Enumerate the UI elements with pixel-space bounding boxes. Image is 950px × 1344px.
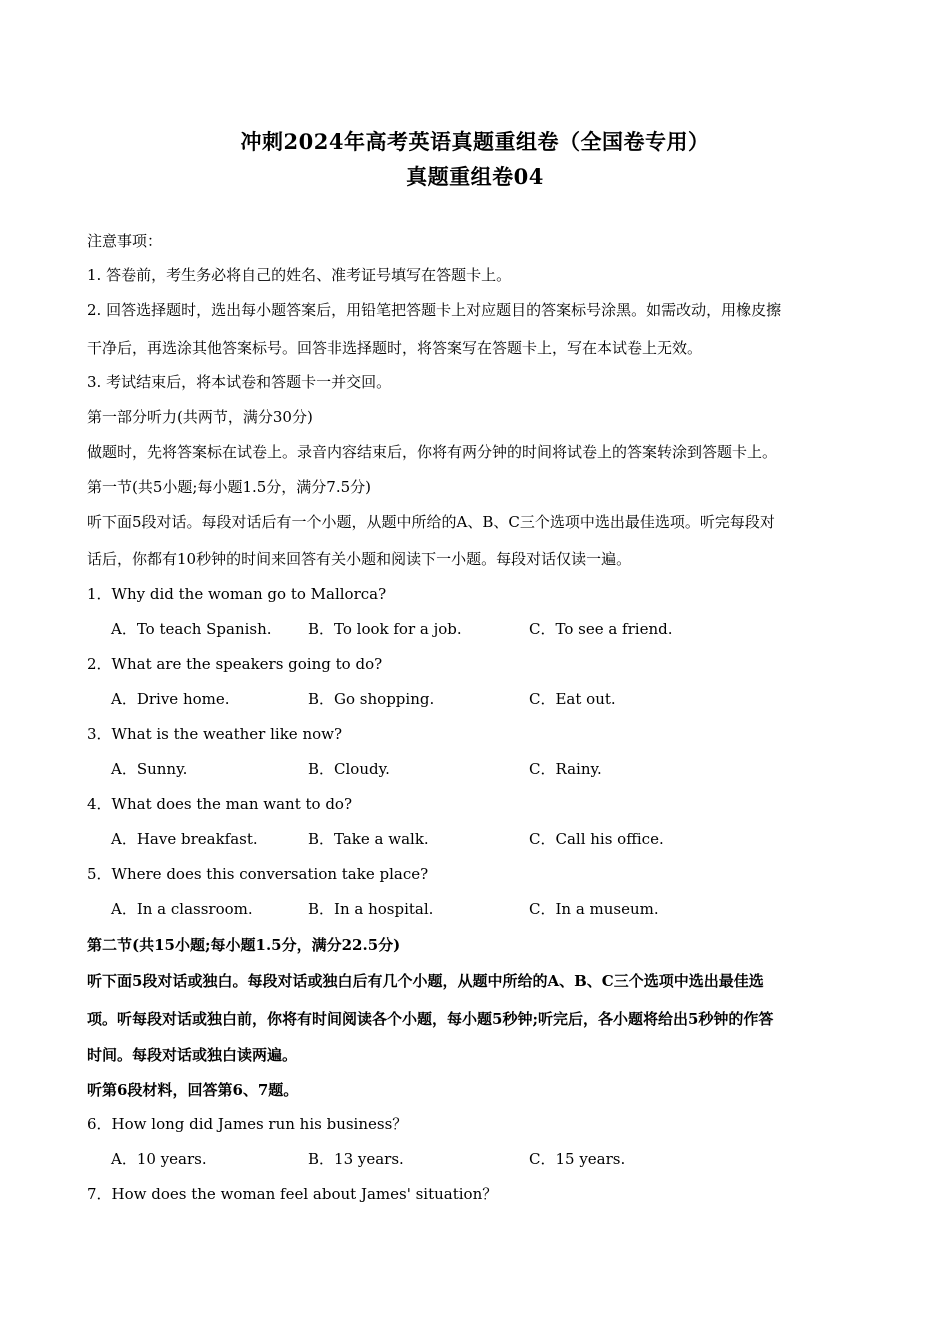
option-c: C．In a museum. [529,900,659,918]
question-text: How does the woman feel about James' situation？ [111,1185,498,1203]
option-a: A．Drive home. [111,690,230,708]
question-number: 3． [87,725,112,743]
question-7 [87,1184,867,1204]
question-text: What is the weather like now? [111,725,343,743]
question-6 [87,1114,867,1134]
section1-instruction-continued: 话后，你都有10秒钟的时间来回答有关小题和阅读下一小题。每段对话仅读一遍。 [87,550,632,568]
question-text: How long did James run his business？ [111,1115,408,1133]
option-b: B．In a hospital. [308,900,434,918]
question-number: 4． [87,795,112,813]
exam-title: 冲刺2024年高考英语真题重组卷（全国卷专用） [240,129,710,154]
option-c: C．Rainy. [529,760,602,778]
option-a: A．Have breakfast. [111,830,258,848]
question-number: 5． [87,865,112,883]
option-a: A．10 years. [111,1150,207,1168]
section1-instruction: 听下面5段对话。每段对话后有一个小题，从题中所给的A、B、C三个选项中选出最佳选项。听完每段对 [87,513,775,531]
question-2 [87,654,867,674]
note-2: 2. 回答选择题时，选出每小题答案后，用铅笔把答题卡上对应题目的答案标号涂黑。如需改动，用橡皮擦 [87,301,782,319]
section2-instruction-end: 时间。每段对话或独白读两遍。 [87,1046,298,1064]
section1-heading: 第一节(共5小题;每小题1.5分，满分7.5分) [87,478,372,496]
question-number: 2． [87,655,112,673]
question-1 [87,584,867,604]
option-b: B．Go shopping. [308,690,435,708]
question-4 [87,794,867,814]
question-number: 1． [87,585,112,603]
question-3 [87,724,867,744]
question-text: Why did the woman go to Mallorca? [111,585,387,603]
option-b: B．Take a walk. [308,830,429,848]
note-3: 3. 考试结束后，将本试卷和答题卡一并交回。 [87,373,392,391]
note-2-continued: 干净后，再选涂其他答案标号。回答非选择题时，将答案写在答题卡上，写在本试卷上无效。 [87,339,703,357]
material-6-heading: 听第6段材料，回答第6、7题。 [87,1081,299,1099]
question-text: What are the speakers going to do? [111,655,383,673]
question-number: 7． [87,1185,112,1203]
note-1: 1. 答卷前，考生务必将自己的姓名、准考证号填写在答题卡上。 [87,266,512,284]
option-a: A．To teach Spanish. [111,620,272,638]
option-b: B．To look for a job. [308,620,462,638]
option-c: C．To see a friend. [529,620,673,638]
option-a: A．Sunny. [111,760,188,778]
section2-instruction-continued: 项。听每段对话或独白前，你将有时间阅读各个小题，每小题5秒钟;听完后，各小题将给出5秒钟的作答 [87,1010,774,1028]
notes-heading: 注意事项： [87,232,163,250]
option-a: A．In a classroom. [111,900,253,918]
exam-subtitle: 真题重组卷04 [406,164,544,189]
question-number: 6． [87,1115,112,1133]
section2-heading: 第二节(共15小题;每小题1.5分，满分22.5分) [87,936,401,954]
question-text: Where does this conversation take place? [111,865,429,883]
option-c: C．15 years. [529,1150,626,1168]
option-c: C．Eat out. [529,690,616,708]
option-c: C．Call his office. [529,830,664,848]
question-5 [87,864,867,884]
part1-instruction: 做题时，先将答案标在试卷上。录音内容结束后，你将有两分钟的时间将试卷上的答案转涂到答题卡上。 [87,443,778,461]
section2-instruction: 听下面5段对话或独白。每段对话或独白后有几个小题，从题中所给的A、B、C三个选项中选出最佳选 [87,972,764,990]
option-b: B．13 years. [308,1150,404,1168]
option-b: B．Cloudy. [308,760,390,778]
part1-heading: 第一部分听力(共两节，满分30分) [87,408,313,426]
question-text: What does the man want to do? [111,795,353,813]
